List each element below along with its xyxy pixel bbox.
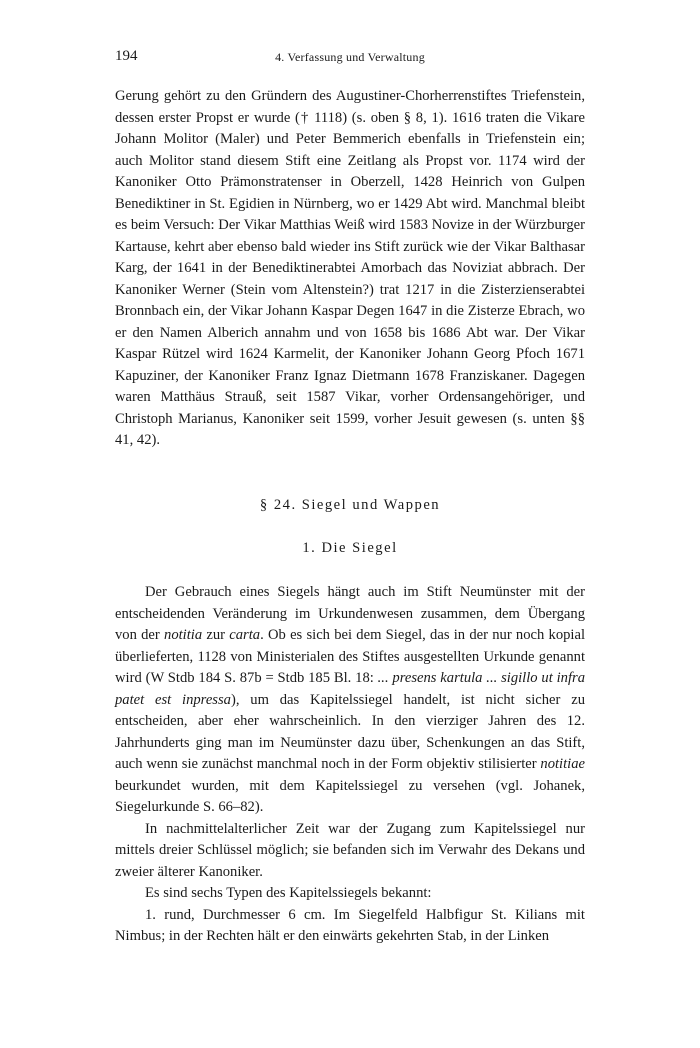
section-title: § 24. Siegel und Wappen bbox=[259, 497, 441, 513]
paragraph-siegel: Der Gebrauch eines Siegels hängt auch im Stift Neumünster mit der entscheidenden Veränderung im Urkundenwesen zusammen, dem Übergang von der notitia zur carta. Ob es sich bei dem Siegel, das in der nur noch kopial überlieferten, 1128 von Ministerialen des Stiftes ausgestellten Urkunde genannt wird (W Stdb 184 S. 87b = Stdb 185 Bl. 18: ... presens kartula ... sigillo ut infra patet est inpressa), um das Kapitelssiegel handelt, ist nicht sicher zu entscheiden, aber eher wahrscheinlich. In den vierziger Jahren des 12. Jahrhunderts ging man im Neumünster dazu über, Schenkungen an das Stift, auch wenn sie zunächst manchmal noch in der Form objektiv stilisierter notitiae beurkundet wurden, mit dem Kapitelssiegel zu versehen (vgl. Johanek, Siegelurkunde S. 66–82). bbox=[115, 584, 586, 815]
running-head: 4. Verfassung und Verwaltung bbox=[275, 50, 425, 64]
carta-term: carta bbox=[229, 627, 261, 643]
page-number: 194 bbox=[115, 48, 138, 64]
subsection-title: 1. Die Siegel bbox=[302, 540, 398, 556]
paragraph-keys: In nachmittelalterlicher Zeit war der Zugang zum Kapitelssiegel nur mittels dreier Schlüssel möglich; sie befanden sich im Verwahr des Dekans und zweier älterer Kanoniker. bbox=[115, 820, 585, 880]
latin-quote: ... presens kartula ... sigillo ut infra patet est inpressa bbox=[115, 670, 585, 708]
notitia-term: notitia bbox=[164, 627, 203, 643]
paragraph-types: Es sind sechs Typen des Kapitelssiegels bekannt: bbox=[145, 885, 432, 901]
notitiae-term: notitiae bbox=[540, 756, 585, 772]
paragraph-type1: 1. rund, Durchmesser 6 cm. Im Siegelfeld Halbfigur St. Kilians mit Nimbus; in der Rechten hält er den einwärts gekehrten Stab, in der Linken bbox=[115, 906, 585, 944]
body-text-top bbox=[115, 86, 585, 452]
page-header bbox=[115, 48, 585, 70]
body-text-siegel bbox=[115, 582, 585, 948]
paragraph-top: Gerung gehört zu den Gründern des Augustiner-Chorherrenstiftes Triefenstein, dessen erster Propst er wurde († 1118) (s. oben § 8, 1). 1616 traten die Vikare Johann Molitor (Maler) und Peter Bemmerich ebenfalls in Triefenstein ein; auch Molitor stand diesem Stift eine Zeitlang als Propst vor. 1174 wird der Kanoniker Otto Prämonstratenser in Oberzell, 1428 Heinrich von Gulpen Benediktiner in St. Egidien in Nürnberg, wo er 1429 Abt wird. Manchmal bleibt es beim Versuch: Der Vikar Matthias Weiß wird 1583 Novize in der Würzburger Kartause, kehrt aber ebenso bald wieder ins Stift zurück wie der Vikar Balthasar Karg, der 1641 in der Benediktinerabtei Amorbach das Noviziat abbrach. Der Kanoniker Werner (Stein vom Altenstein?) trat 1217 in die Zisterzienserabtei Bronnbach ein, der Vikar Johann Kaspar Degen 1647 in die Zisterze Ebrach, wo er den Namen Alberich annahm und von 1658 bis 1686 Abt war. Der Vikar Kaspar Rützel wird 1624 Karmelit, der Kanoniker Johann Georg Pfoch 1671 Kapuziner, der Kanoniker Franz Ignaz Dietmann 1678 Franziskaner. Dagegen waren Matthäus Strauß, seit 1587 Vikar, vorher Ordensangehöriger, und Christoph Marianus, Kanoniker seit 1599, vorher Jesuit gewesen (s. unten §§ 41, 42). bbox=[115, 88, 585, 448]
